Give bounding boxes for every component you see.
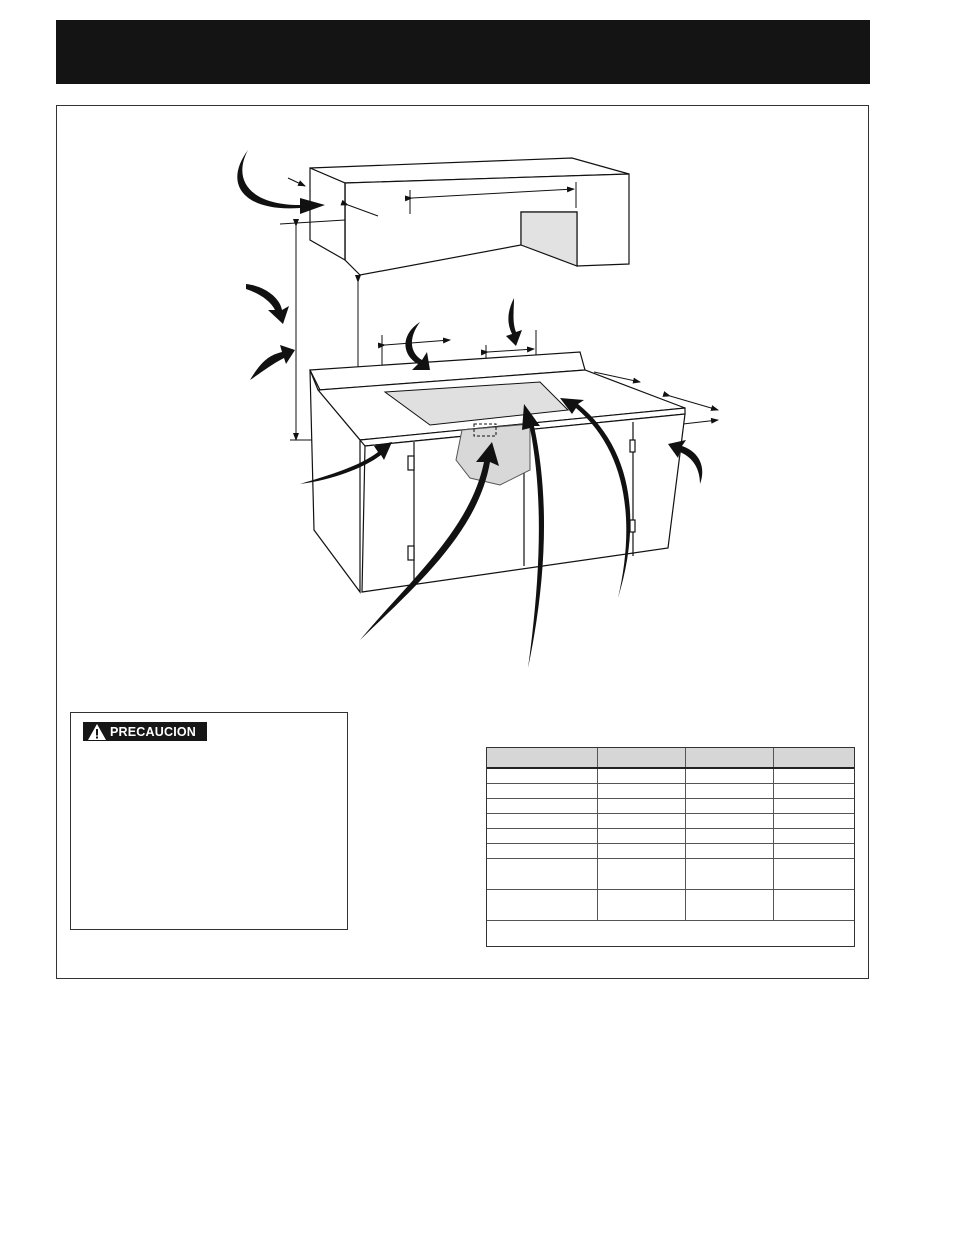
table-cell bbox=[487, 814, 597, 829]
caution-label: PRECAUCION bbox=[110, 724, 197, 739]
table-cell bbox=[597, 829, 685, 844]
table-cell bbox=[487, 859, 597, 890]
table-cell bbox=[597, 890, 685, 921]
table-cell bbox=[487, 768, 597, 784]
table-row bbox=[487, 814, 854, 829]
table-cell bbox=[487, 799, 597, 814]
table-cell bbox=[597, 784, 685, 799]
table-cell bbox=[685, 768, 773, 784]
installation-diagram bbox=[200, 140, 740, 680]
table-header-cell bbox=[487, 748, 597, 768]
table-row bbox=[487, 859, 854, 890]
table-cell bbox=[597, 844, 685, 859]
table-cell bbox=[487, 784, 597, 799]
table-cell bbox=[685, 844, 773, 859]
table-cell bbox=[597, 814, 685, 829]
table-cell bbox=[685, 829, 773, 844]
table-cell bbox=[773, 799, 854, 814]
table-cell bbox=[773, 844, 854, 859]
table-cell bbox=[597, 768, 685, 784]
caution-box bbox=[70, 712, 348, 930]
table-row bbox=[487, 829, 854, 844]
table-row bbox=[487, 799, 854, 814]
header-bar bbox=[56, 20, 870, 84]
table-cell bbox=[685, 784, 773, 799]
warning-triangle-icon bbox=[87, 723, 107, 741]
table-cell bbox=[685, 890, 773, 921]
table-row bbox=[487, 890, 854, 921]
table-row bbox=[487, 784, 854, 799]
table-cell bbox=[773, 768, 854, 784]
table-cell bbox=[773, 859, 854, 890]
table-cell bbox=[487, 890, 597, 921]
table-header-cell bbox=[597, 748, 685, 768]
table-header-cell bbox=[773, 748, 854, 768]
overhead-hood bbox=[310, 158, 629, 275]
table-cell bbox=[685, 859, 773, 890]
table-cell bbox=[597, 859, 685, 890]
table-cell bbox=[487, 844, 597, 859]
table-cell bbox=[487, 829, 597, 844]
table-cell bbox=[685, 799, 773, 814]
dimensions-table bbox=[486, 747, 855, 947]
table-header-cell bbox=[685, 748, 773, 768]
table-row bbox=[487, 768, 854, 784]
table-header-row bbox=[487, 748, 854, 768]
table-cell bbox=[685, 814, 773, 829]
table-cell bbox=[597, 799, 685, 814]
caution-badge bbox=[83, 722, 207, 741]
table-row bbox=[487, 844, 854, 859]
table-cell bbox=[773, 890, 854, 921]
table-cell bbox=[773, 829, 854, 844]
table-cell bbox=[773, 814, 854, 829]
table-cell bbox=[773, 784, 854, 799]
